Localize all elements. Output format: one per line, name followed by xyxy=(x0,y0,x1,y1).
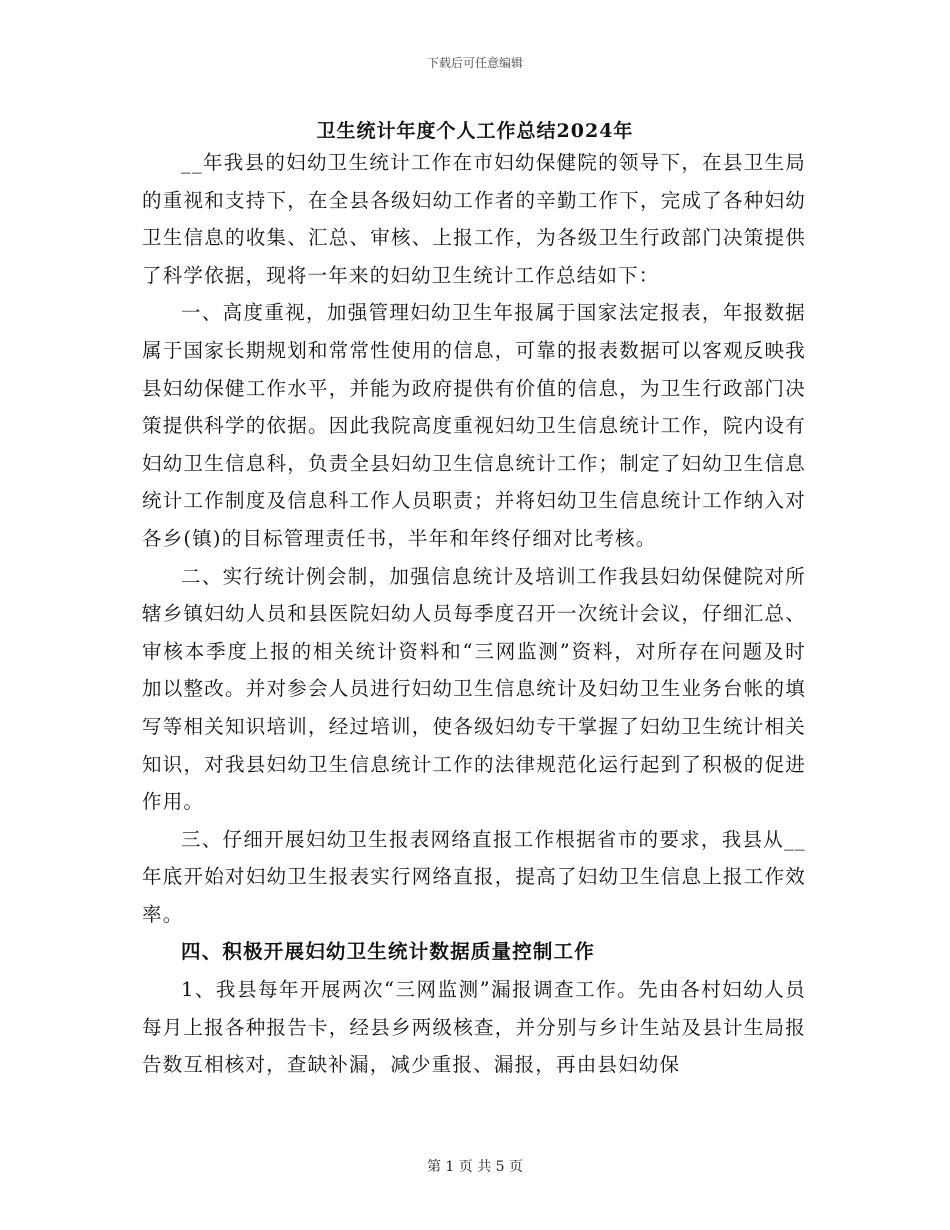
paragraph-section-3: 三、仔细开展妇幼卫生报表网络直报工作根据省市的要求，我县从__年底开始对妇幼卫生报表实行网络直报，提高了妇幼卫生信息上报工作效率。 xyxy=(142,827,806,926)
paragraph-section-2: 二、实行统计例会制，加强信息统计及培训工作我县妇幼保健院对所辖乡镇妇幼人员和县医院妇幼人员每季度召开一次统计会议，仔细汇总、审核本季度上报的相关统计资料和“三网监测”资料，对所存在问题及时加以整改。并对参会人员进行妇幼卫生信息统计及妇幼卫生业务台帐的填写等相关知识培训，经过培训，使各级妇幼专干掌握了妇幼卫生统计相关知识，对我县妇幼卫生信息统计工作的法律规范化运行起到了积极的促进作用。 xyxy=(142,564,806,814)
section-4-heading: 四、积极开展妇幼卫生统计数据质量控制工作 xyxy=(181,940,596,964)
document-title: 卫生统计年度个人工作总结2024年 xyxy=(316,120,634,142)
download-editable-note: 下载后可任意编辑 xyxy=(426,56,523,70)
paragraph-intro: __年我县的妇幼卫生统计工作在市妇幼保健院的领导下，在县卫生局的重视和支持下，在全县各级妇幼工作者的辛勤工作下，完成了各种妇幼卫生信息的收集、汇总、审核、上报工作，为各级卫生行政部门决策提供了科学依据，现将一年来的妇幼卫生统计工作总结如下： xyxy=(142,151,806,287)
paragraph-section-1: 一、高度重视，加强管理妇幼卫生年报属于国家法定报表，年报数据属于国家长期规划和常常性使用的信息，可靠的报表数据可以客观反映我县妇幼保健工作水平，并能为政府提供有价值的信息，为卫生行政部门决策提供科学的依据。因此我院高度重视妇幼卫生信息统计工作，院内设有妇幼卫生信息科，负责全县妇幼卫生信息统计工作；制定了妇幼卫生信息统计工作制度及信息科工作人员职责；并将妇幼卫生信息统计工作纳入对各乡(镇)的目标管理责任书，半年和年终仔细对比考核。 xyxy=(142,301,806,550)
page-number: 第 1 页 共 5 页 xyxy=(426,1159,524,1175)
document-body xyxy=(142,144,806,1084)
paragraph-section-4-item-1: 1、我县每年开展两次“三网监测”漏报调查工作。先由各村妇幼人员每月上报各种报告卡，经县乡两级核查，并分别与乡计生站及县计生局报告数互相核对，查缺补漏，减少重报、漏报，再由县妇幼保 xyxy=(142,978,806,1077)
